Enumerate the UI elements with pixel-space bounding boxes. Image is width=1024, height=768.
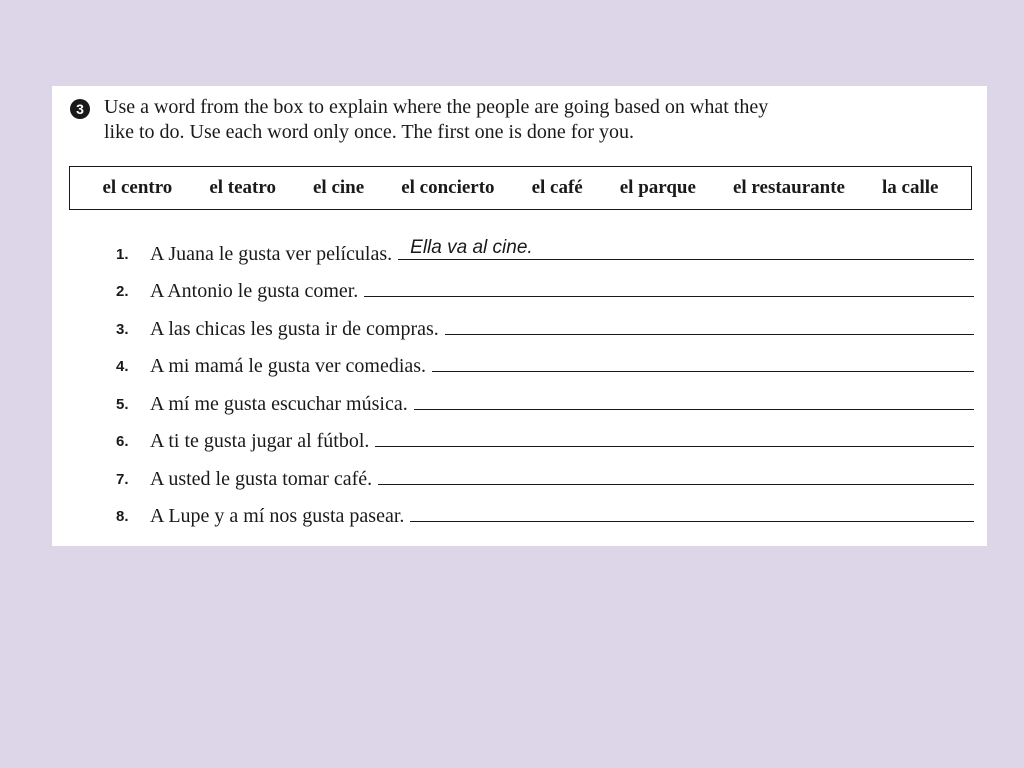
exercise-item [116,344,974,382]
word-box-item: el restaurante [732,177,845,198]
word-box-item: la calle [882,177,939,198]
answer-field[interactable] [414,387,974,410]
answer-field[interactable] [445,312,974,335]
item-number: 6. [116,433,129,450]
item-number: 4. [116,358,129,375]
instructions-line-1: Use a word from the box to explain where the people are going based on what they [104,96,769,118]
worksheet [52,86,987,546]
word-box-item: el parque [619,177,696,198]
item-prompt: A mi mamá le gusta ver comedias. [150,355,427,377]
item-number: 8. [116,508,129,525]
item-prompt: A ti te gusta jugar al fútbol. [150,430,370,452]
instructions-text [104,95,970,145]
exercise-item [116,306,974,344]
exercise-item [116,419,974,457]
item-prompt: A las chicas les gusta ir de compras. [150,317,439,340]
word-box-item: el centro [102,177,173,198]
item-prompt: A Juana le gusta ver películas. [150,242,393,265]
item-prompt: A usted le gusta tomar café. [150,467,373,490]
exercise-item [116,381,974,419]
exercise-item [116,231,974,269]
exercise-items [116,231,974,531]
answer-text: Ella va al cine. [410,236,533,258]
answer-field[interactable] [432,349,974,372]
instructions [70,95,970,145]
exercise-number-badge: 3 [70,99,90,119]
answer-field[interactable] [410,499,974,522]
item-prompt: A Lupe y a mí nos gusta pasear. [150,505,405,527]
item-number: 7. [116,470,129,488]
word-box-item: el concierto [401,177,495,198]
exercise-item [116,456,974,494]
item-number: 1. [116,245,129,263]
word-box [69,166,972,210]
word-box-item: el café [531,177,583,198]
answer-field[interactable] [398,237,974,260]
instructions-line-2: like to do. Use each word only once. The first one is done for you. [104,121,635,143]
exercise-item [116,269,974,307]
answer-field[interactable] [375,424,974,447]
answer-field[interactable] [378,462,974,485]
word-box-item: el cine [312,177,365,198]
item-number: 5. [116,395,129,413]
answer-field[interactable] [364,274,974,297]
item-number: 2. [116,283,129,300]
word-box-item: el teatro [209,177,276,198]
exercise-item [116,494,974,532]
item-prompt: A mí me gusta escuchar música. [150,392,408,415]
item-number: 3. [116,320,129,338]
item-prompt: A Antonio le gusta comer. [150,280,359,302]
